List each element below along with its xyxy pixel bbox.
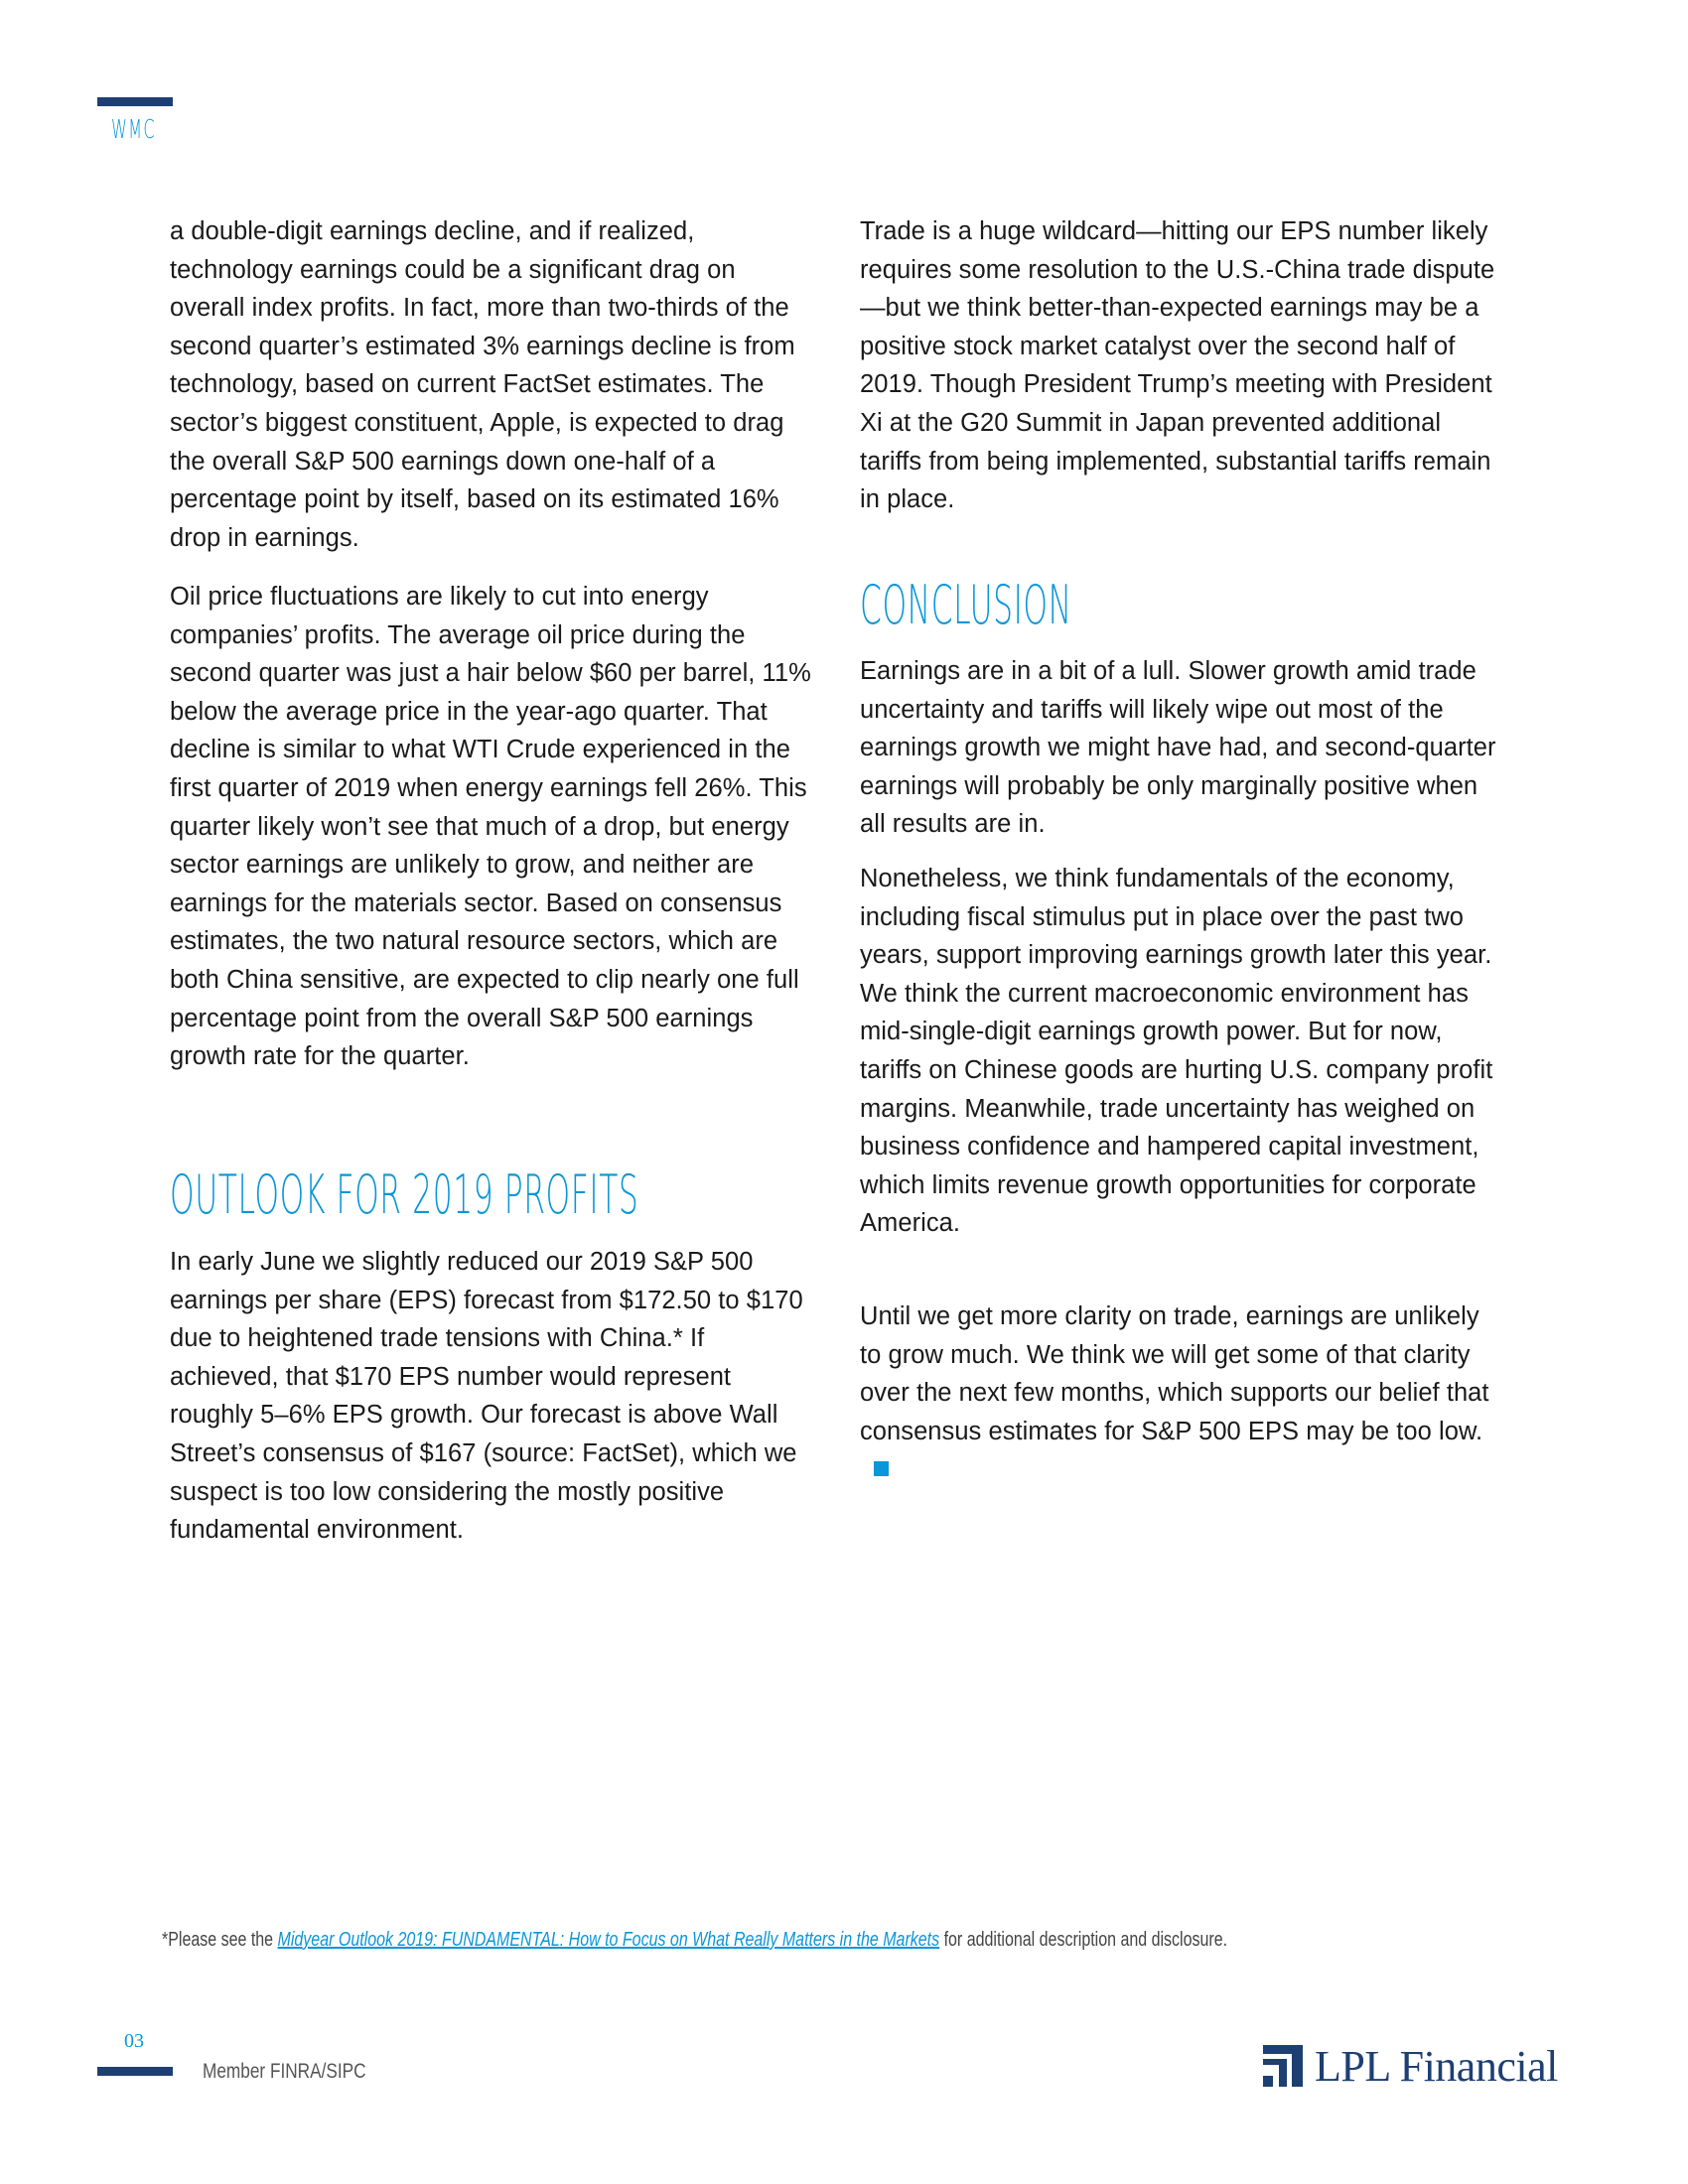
conclusion-p3 [860,1297,1505,1489]
right-column-trade [860,212,1505,519]
outlook-body [170,1243,815,1550]
section-heading-outlook: OUTLOOK FOR 2019 PROFITS [170,1163,639,1226]
paragraph-oil: Oil price fluctuations are likely to cut into energy companies’ profits. The average oil price during the second quarter was just a hair below $60 per barrel, 11% below the average price in the year-ago quarter. That decline is similar to what WTI Crude experienced in the first quarter of 2019 when energy earnings fell 26%. This quarter likely won’t see that much of a drop, but energy sector earnings are unlikely to grow, and neither are earnings for the materials sector. Based on consensus estimates, the two natural resource sectors, which are both China sensitive, are expected to clip nearly one full percentage point from the overall S&P 500 earnings growth rate for the quarter. [170,583,811,1071]
paragraph-conclusion-2: Nonetheless, we think fundamentals of the economy, including fiscal stimulus put in place over the past two years, support improving earnings growth later this year. We think the current macroeconomic environment has mid-single-digit earnings growth power. But for now, tariffs on Chinese goods are hurting U.S. company profit margins. Meanwhile, trade uncertainty has weighed on business confidence and hampered capital investment, which limits revenue growth opportunities for corporate America. [860,865,1493,1238]
outlook-section [170,1163,815,1226]
brand-label: WMC [111,115,156,145]
page-number: 03 [124,2030,144,2052]
paragraph-conclusion-1: Earnings are in a bit of a lull. Slower growth amid trade uncertainty and tariffs will likely wipe out most of the earnings growth we might have had, and second-quarter earnings will probably be only marginally positive when all results are in. [860,657,1496,839]
footnote-suffix: for additional description and disclosure. [939,1929,1228,1951]
paragraph-outlook: In early June we slightly reduced our 2019 S&P 500 earnings per share (EPS) forecast from $172.50 to $170 due to heightened trade tensions with China.* If achieved, that $170 EPS number would represent roughly 5–6% EPS growth. Our forecast is above Wall Street’s consensus of $167 (source: FactSet), which we suspect is too low considering the mostly positive fundamental environment. [170,1248,803,1545]
footnote-prefix: *Please see the [162,1929,278,1951]
end-of-article-square-icon [874,1461,889,1476]
logo-text: LPL Financial [1315,2042,1558,2091]
footer-accent-bar [97,2067,173,2076]
paragraph-technology: a double-digit earnings decline, and if realized, technology earnings could be a significant drag on overall index profits. In fact, more than two-thirds of the second quarter’s estimated 3% earnings decline is from technology, based on current FactSet estimates. The sector’s biggest constituent, Apple, is expected to drag the overall S&P 500 earnings down one-half of a percentage point by itself, based on its estimated 16% drop in earnings. [170,217,795,552]
member-finra-text: Member FINRA/SIPC [203,2060,366,2083]
section-heading-conclusion: CONCLUSION [860,574,1072,636]
conclusion-p1 [860,652,1505,844]
footnote-link[interactable]: Midyear Outlook 2019: FUNDAMENTAL: How to Focus on What Really Matters in the Markets [277,1929,940,1951]
lpl-logo [1263,2042,1558,2091]
paragraph-conclusion-3-text: Until we get more clarity on trade, earnings are unlikely to grow much. We think we will get some of that clarity over the next few months, which supports our belief that consensus estimates for S&P 500 EPS may be too low. [860,1302,1489,1445]
paragraph-conclusion-3 [860,1297,1505,1489]
conclusion-section [860,574,1505,636]
left-column-intro [170,212,815,557]
left-column-oil [170,578,815,1076]
lpl-stepped-squares-icon [1263,2045,1303,2087]
conclusion-p2 [860,860,1505,1243]
footnote [162,1929,1227,1952]
paragraph-trade: Trade is a huge wildcard—hitting our EPS number likely requires some resolution to the U.S.-China trade dispute—but we think better-than-expected earnings may be a positive stock market catalyst over the second half of 2019. Though President Trump’s meeting with President Xi at the G20 Summit in Japan prevented additional tariffs from being implemented, substantial tariffs remain in place. [860,217,1495,514]
header-accent-bar [97,97,173,106]
